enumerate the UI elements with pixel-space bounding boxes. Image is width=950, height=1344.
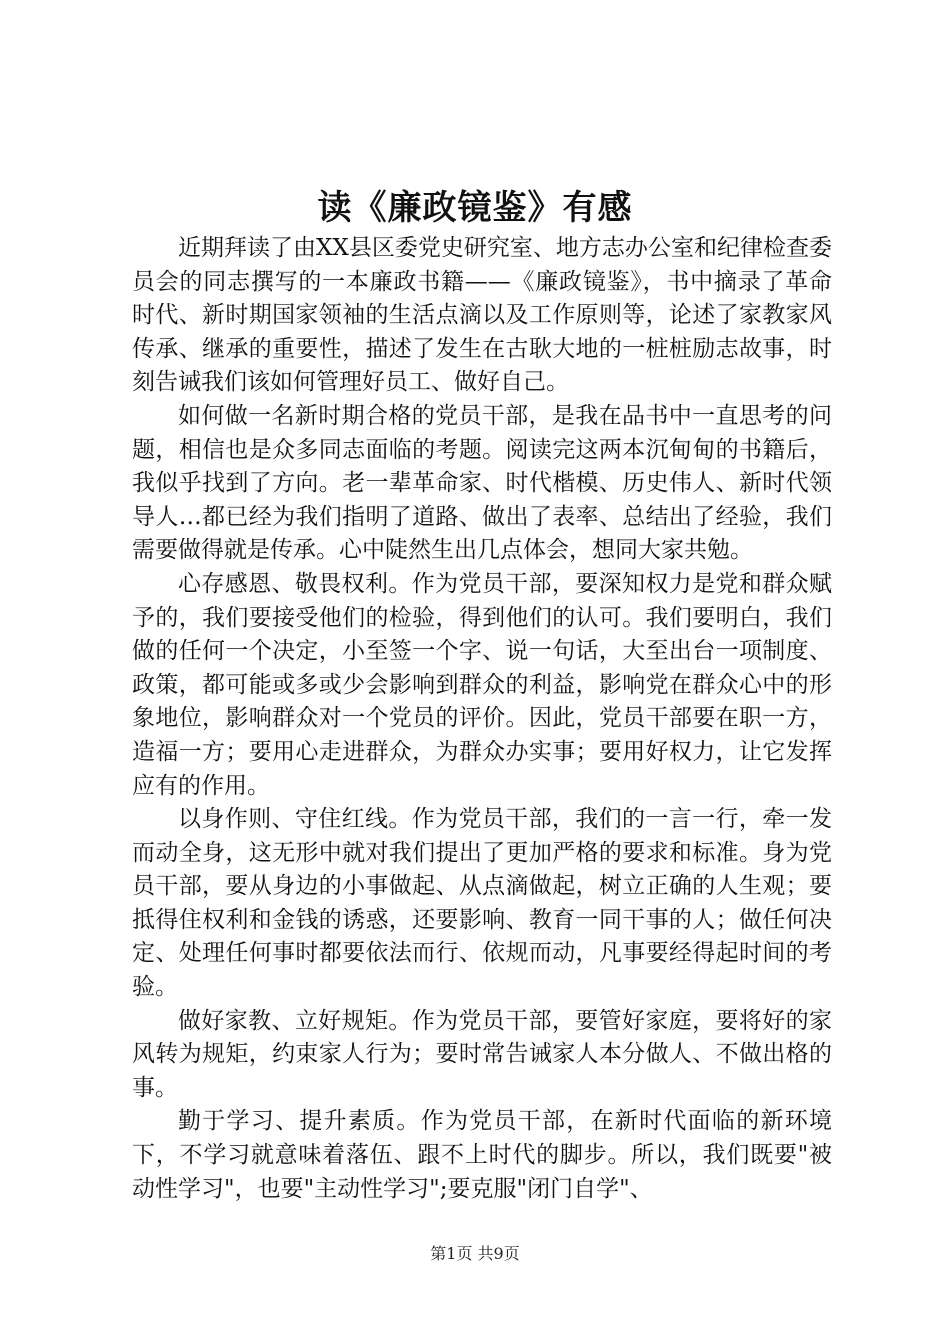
page-number-footer: 第1页 共9页 bbox=[430, 1244, 520, 1263]
paragraph: 近期拜读了由XX县区委党史研究室、地方志办公室和纪律检查委员会的同志撰写的一本廉政书籍——《廉政镜鉴》，书中摘录了革命时代、新时期国家领袖的生活点滴以及工作原则等，论述了家教家风传承、继承的重要性，描述了发生在古耿大地的一桩桩励志故事，时刻告诫我们该如何管理好员工、做好自己。 bbox=[132, 235, 832, 396]
paragraph: 心存感恩、敬畏权利。作为党员干部，要深知权力是党和群众赋予的，我们要接受他们的检验，得到他们的认可。我们要明白，我们做的任何一个决定，小至签一个字、说一句话，大至出台一项制度、政策，都可能或多或少会影响到群众的利益，影响党在群众心中的形象地位，影响群众对一个党员的评价。因此，党员干部要在职一方，造福一方；要用心走进群众，为群众办实事；要用好权力，让它发挥应有的作用。 bbox=[132, 570, 832, 799]
paragraph: 勤于学习、提升素质。作为党员干部，在新时代面临的新环境下，不学习就意味着落伍、跟不上时代的脚步。所以，我们既要"被动性学习"，也要"主动性学习";要克服"闭门自学"、 bbox=[132, 1108, 832, 1202]
paragraph: 以身作则、守住红线。作为党员干部，我们的一言一行，牵一发而动全身，这无形中就对我们提出了更加严格的要求和标准。身为党员干部，要从身边的小事做起、从点滴做起，树立正确的人生观；要抵得住权利和金钱的诱惑，还要影响、教育一同干事的人；做任何决定、处理任何事时都要依法而行、依规而动，凡事要经得起时间的考验。 bbox=[132, 806, 832, 1001]
paragraph: 如何做一名新时期合格的党员干部，是我在品书中一直思考的问题，相信也是众多同志面临的考题。阅读完这两本沉甸甸的书籍后，我似乎找到了方向。老一辈革命家、时代楷模、历史伟人、新时代领导人…都已经为我们指明了道路、做出了表率、总结出了经验，我们需要做得就是传承。心中陡然生出几点体会，想同大家共勉。 bbox=[132, 402, 832, 564]
page-title: 读《廉政镜鉴》有感 bbox=[317, 188, 633, 228]
document-body bbox=[132, 232, 832, 1206]
paragraph: 做好家教、立好规矩。作为党员干部，要管好家庭，要将好的家风转为规矩，约束家人行为；要时常告诫家人本分做人、不做出格的事。 bbox=[132, 1007, 832, 1101]
